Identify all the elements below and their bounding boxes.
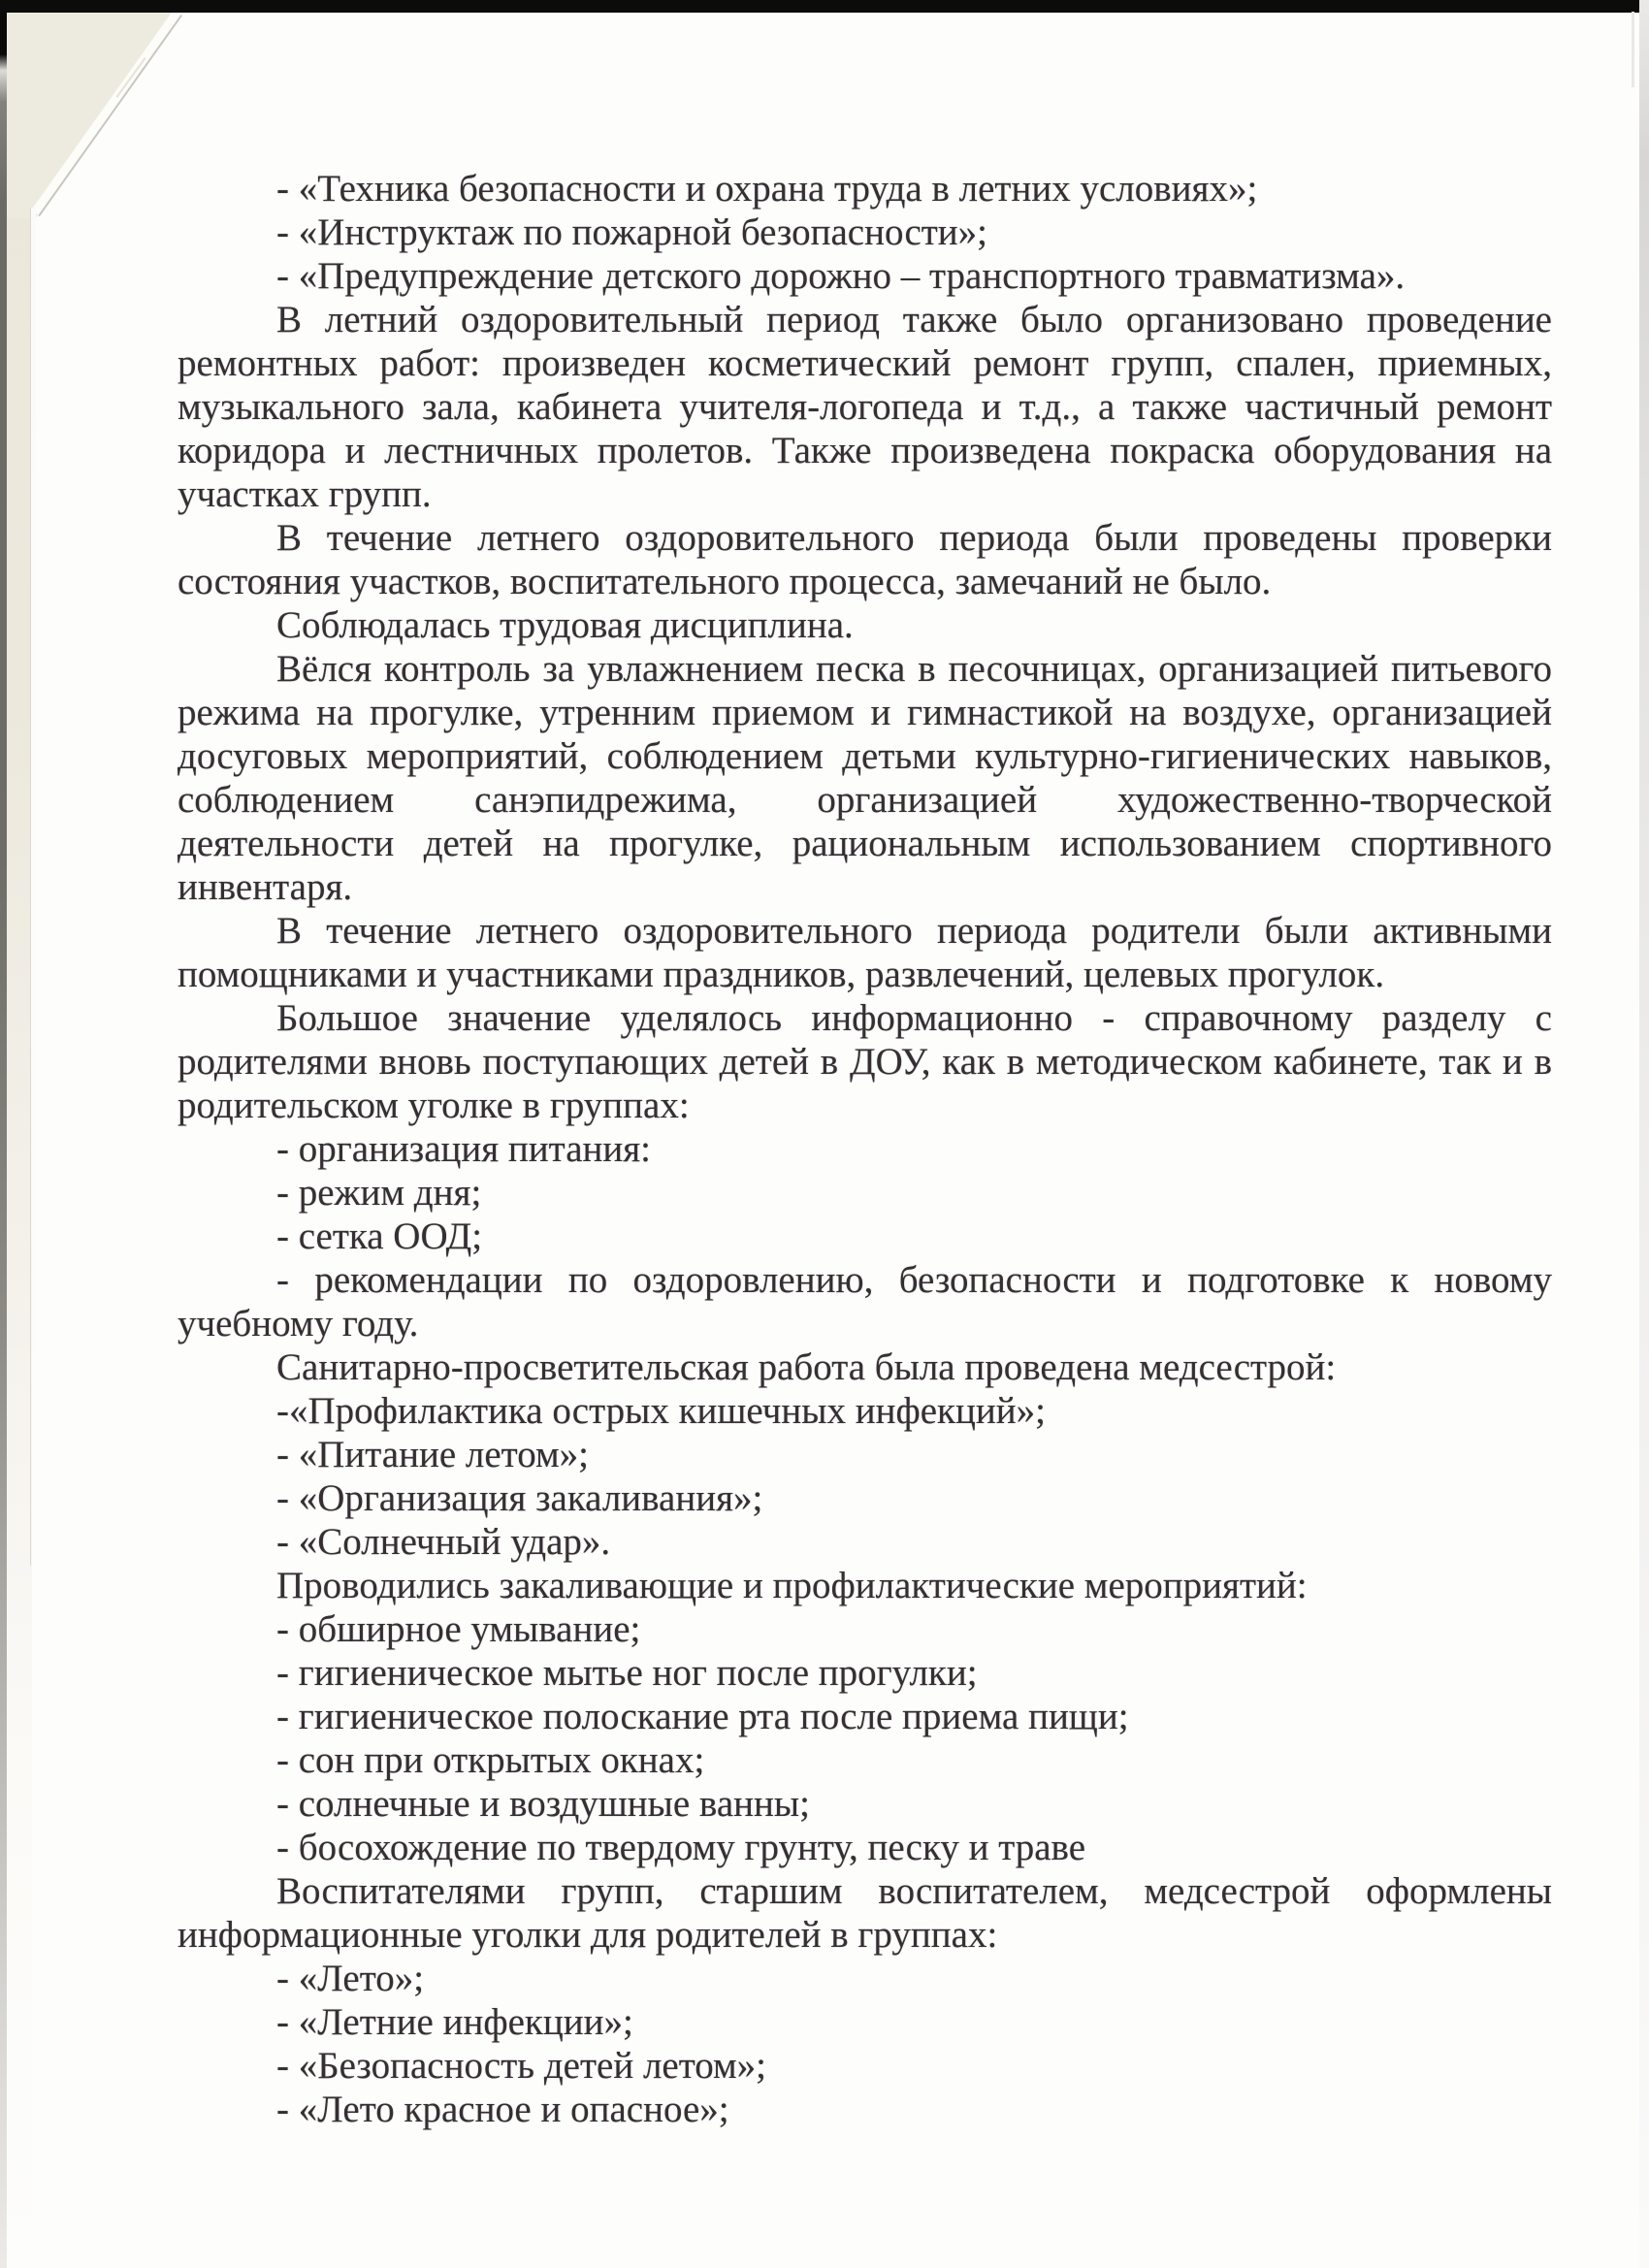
paragraph — [178, 996, 1552, 1127]
text-line: Санитарно-просветительская работа была проведена медсестрой: — [276, 1346, 1337, 1388]
text-line: - гигиеническое мытье ног после прогулки; — [276, 1652, 978, 1694]
paragraph — [178, 516, 1552, 603]
text-line: режима на прогулке, утренним приемом и гимнастикой на воздухе, организацией — [178, 692, 1552, 733]
text-line: - «Организация закаливания»; — [276, 1477, 763, 1519]
paragraph — [178, 2088, 1552, 2131]
paragraph — [178, 1258, 1552, 1345]
paragraph — [178, 1651, 1552, 1695]
text-line: помощниками и участниками праздников, развлечений, целевых прогулок. — [178, 954, 1385, 995]
paragraph — [178, 1476, 1552, 1520]
folded-corner-underlay — [7, 13, 181, 218]
page-fold-edge — [31, 10, 182, 216]
text-line: - босохождение по твердому грунту, песку и траве — [276, 1827, 1086, 1868]
paragraph — [178, 1826, 1552, 1869]
page-left-edge — [30, 208, 36, 1566]
text-line: - «Техника безопасности и охрана труда в летних условиях»; — [276, 168, 1258, 210]
text-line: - организация питания: — [276, 1128, 652, 1170]
text-line: музыкального зала, кабинета учителя-логопеда и т.д., а также частичный ремонт — [178, 386, 1552, 428]
page-corner-notch — [1632, 12, 1634, 87]
text-line: инвентаря. — [178, 866, 353, 908]
page-corner-crease — [115, 57, 146, 98]
text-line: коридора и лестничных пролетов. Также произведена покраска оборудования на — [178, 430, 1552, 471]
text-line: - «Предупреждение детского дорожно – транспортного травматизма». — [276, 255, 1406, 297]
text-line: - рекомендации по оздоровлению, безопасности и подготовке к новому — [276, 1259, 1552, 1301]
paragraph — [178, 254, 1552, 298]
paragraph — [178, 167, 1552, 211]
scanner-edge-left — [0, 0, 7, 2268]
text-line: участках групп. — [178, 473, 432, 515]
text-line: В течение летнего оздоровительного периода были проведены проверки — [276, 517, 1552, 559]
text-line: - «Летние инфекции»; — [276, 2001, 633, 2043]
paragraph — [178, 298, 1552, 516]
paragraph — [178, 1695, 1552, 1738]
text-line: - обширное умывание; — [276, 1608, 641, 1650]
text-line: Проводились закаливающие и профилактические мероприятий: — [276, 1565, 1308, 1606]
paragraph — [178, 1215, 1552, 1258]
text-line: - «Солнечный удар». — [276, 1521, 611, 1563]
text-line: ремонтных работ: произведен косметический ремонт групп, спален, приемных, — [178, 342, 1552, 384]
paragraph — [178, 647, 1552, 909]
paragraph — [178, 603, 1552, 647]
paragraph — [178, 909, 1552, 996]
text-line: - сон при открытых окнах; — [276, 1739, 705, 1781]
paragraph — [178, 1171, 1552, 1215]
text-line: Вёлся контроль за увлажнением песка в песочницах, организацией питьевого — [276, 648, 1552, 690]
paragraph — [178, 1345, 1552, 1389]
text-line: - солнечные и воздушные ванны; — [276, 1783, 810, 1825]
paragraph — [178, 1127, 1552, 1171]
paragraph — [178, 2000, 1552, 2044]
paragraph — [178, 1738, 1552, 1782]
text-line: - сетка ООД; — [276, 1215, 483, 1257]
paragraph — [178, 1607, 1552, 1651]
paragraph — [178, 1520, 1552, 1564]
paragraph — [178, 1389, 1552, 1433]
paragraph — [178, 1433, 1552, 1476]
text-line: Соблюдалась трудовая дисциплина. — [276, 604, 854, 646]
paragraph — [178, 1869, 1552, 1957]
text-line: -«Профилактика острых кишечных инфекций»; — [276, 1390, 1046, 1432]
paragraph — [178, 211, 1552, 254]
document-body — [178, 167, 1552, 2131]
paragraph — [178, 2044, 1552, 2088]
text-line: Большое значение уделялось информационно - справочному разделу с — [276, 997, 1552, 1039]
text-line: - «Лето»; — [276, 1958, 425, 1999]
text-line: соблюдением санэпидрежима, организацией художественно-творческой — [178, 779, 1552, 821]
text-line: информационные уголки для родителей в группах: — [178, 1914, 998, 1956]
paragraph — [178, 1957, 1552, 2000]
text-line: родителями вновь поступающих детей в ДОУ, как в методическом кабинете, так и в — [178, 1041, 1552, 1083]
text-line: - «Инструктаж по пожарной безопасности»; — [276, 211, 988, 253]
text-line: В течение летнего оздоровительного периода родители были активными — [276, 910, 1552, 952]
scanner-edge-top — [0, 0, 1649, 13]
text-line: - режим дня; — [276, 1172, 482, 1214]
text-line: состояния участков, воспитательного процесса, замечаний не было. — [178, 561, 1272, 602]
text-line: - гигиеническое полоскание рта после приема пищи; — [276, 1696, 1129, 1737]
text-line: - «Лето красное и опасное»; — [276, 2089, 729, 2130]
text-line: Воспитателями групп, старшим воспитателем, медсестрой оформлены — [276, 1870, 1552, 1912]
text-line: деятельности детей на прогулке, рациональным использованием спортивного — [178, 823, 1552, 864]
text-line: учебному году. — [178, 1303, 419, 1345]
text-line: В летний оздоровительный период также было организовано проведение — [276, 299, 1552, 340]
page-right-edge-shadow — [1639, 0, 1649, 2268]
paragraph — [178, 1564, 1552, 1607]
scanner-underlay-left-strip — [7, 13, 32, 2268]
text-line: - «Питание летом»; — [276, 1434, 589, 1475]
text-line: родительском уголке в группах: — [178, 1085, 690, 1126]
paragraph — [178, 1782, 1552, 1826]
text-line: досуговых мероприятий, соблюдением детьми культурно-гигиенических навыков, — [178, 735, 1552, 777]
text-line: - «Безопасность детей летом»; — [276, 2045, 767, 2087]
